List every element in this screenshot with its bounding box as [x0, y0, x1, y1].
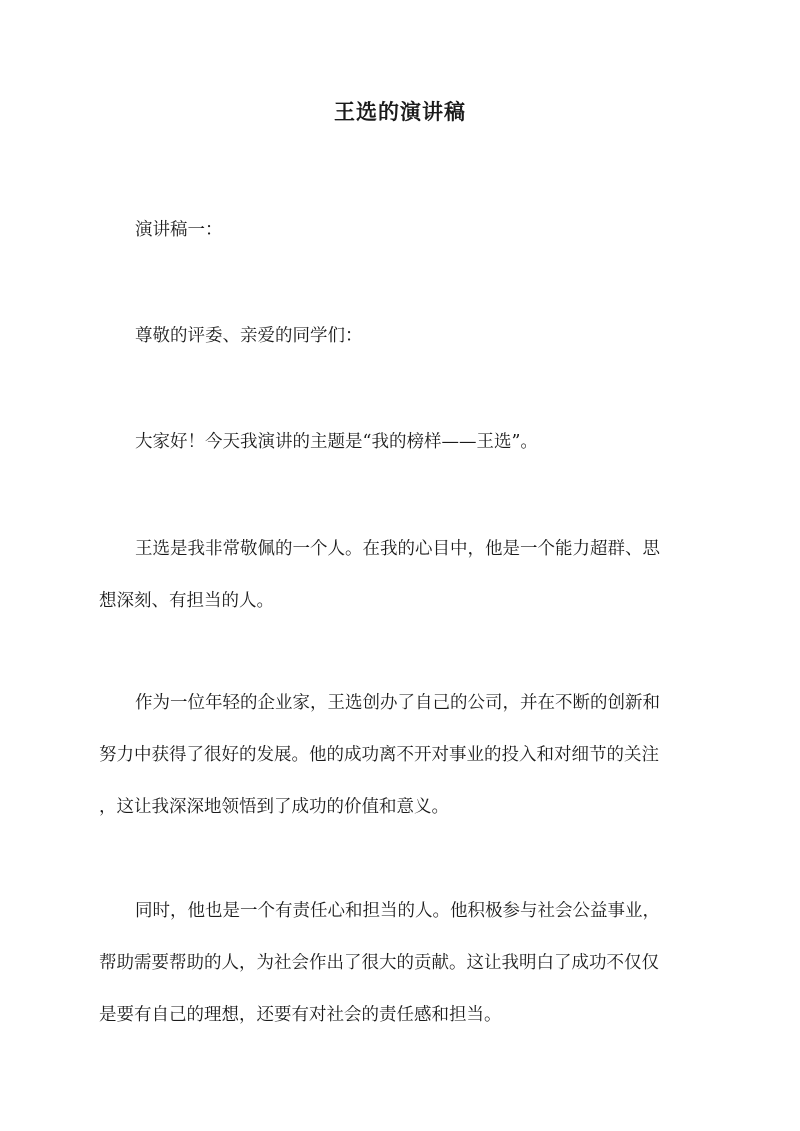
- paragraph-salutation: [99, 310, 701, 362]
- paragraph-line: 想深刻、有担当的人。: [99, 591, 274, 611]
- paragraph-line: 作为一位年轻的企业家，王选创办了自己的公司，并在不断的创新和: [135, 693, 660, 713]
- paragraph-line: 同时，他也是一个有责任心和担当的人。他积极参与社会公益事业，: [135, 901, 660, 921]
- paragraph-entrepreneur: [99, 677, 701, 833]
- paragraph-line: 尊敬的评委、亲爱的同学们：: [135, 326, 363, 346]
- paragraph-line: 大家好！今天我演讲的主题是“我的榜样——王选”。: [135, 432, 538, 452]
- paragraph-line: 帮助需要帮助的人，为社会作出了很大的贡献。这让我明白了成功不仅仅: [99, 953, 659, 973]
- paragraph-responsibility: [99, 885, 701, 1041]
- paragraph-line: 王选是我非常敬佩的一个人。在我的心目中，他是一个能力超群、思: [135, 539, 660, 559]
- document-title: 王选的演讲稿: [334, 99, 466, 124]
- paragraph-line: 是要有自己的理想，还要有对社会的责任感和担当。: [99, 1005, 502, 1025]
- paragraph-line: 努力中获得了很好的发展。他的成功离不开对事业的投入和对细节的关注: [99, 745, 659, 765]
- paragraph-intro: [99, 523, 701, 627]
- paragraph-line: ，这让我深深地领悟到了成功的价值和意义。: [99, 797, 449, 817]
- paragraph-heading: [99, 204, 701, 256]
- paragraph-line: 演讲稿一：: [135, 220, 223, 240]
- paragraph-greeting: [99, 416, 701, 468]
